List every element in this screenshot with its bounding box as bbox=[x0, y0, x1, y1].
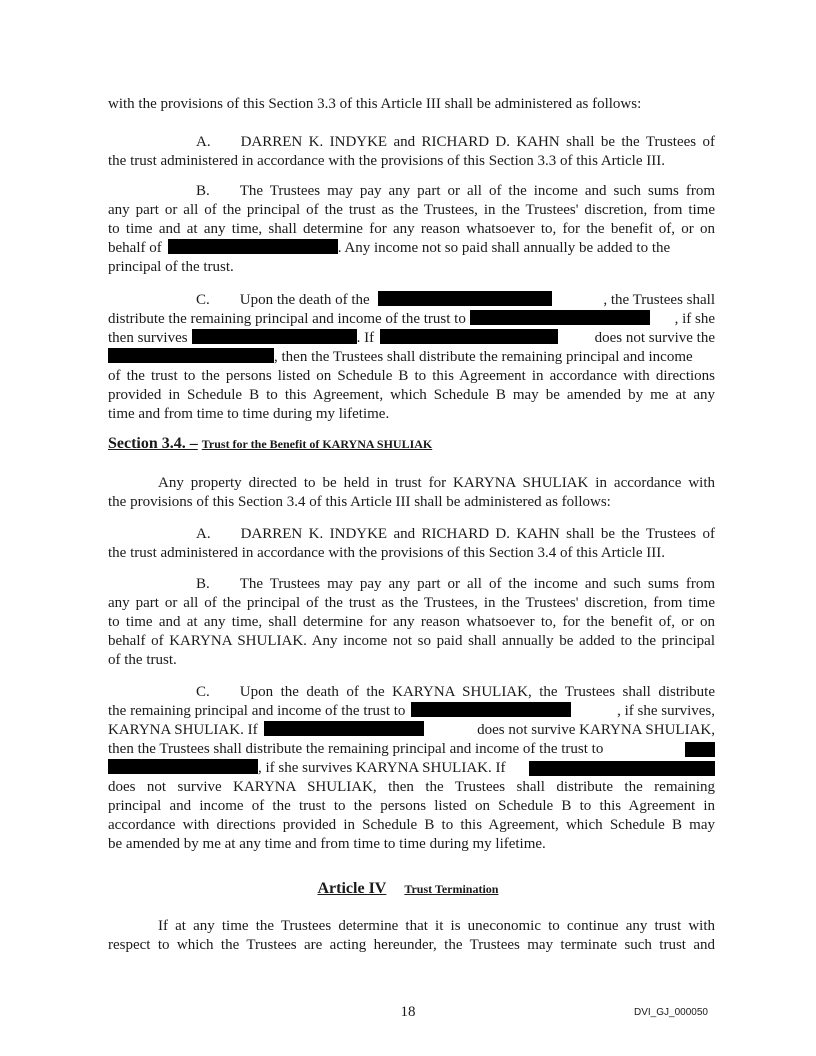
text-segment: C. Upon the death of the bbox=[196, 292, 370, 308]
text-line bbox=[108, 348, 715, 367]
text-segment: then survives bbox=[108, 330, 188, 346]
text-line: accordance with directions provided in Schedule B to this Agreement, which Schedule B may bbox=[108, 817, 715, 833]
text-line bbox=[108, 721, 715, 740]
bates-number: DVI_GJ_000050 bbox=[634, 1007, 708, 1018]
redaction-box bbox=[264, 721, 424, 736]
text-line bbox=[108, 329, 715, 348]
text-line: respect to which the Trustees are acting hereunder, the Trustees may terminate such trust and bbox=[108, 937, 715, 953]
text-line: any part or all of the principal of the trust as the Trustees, in the Trustees' discretion, from time bbox=[108, 202, 715, 218]
text-line: A. DARREN K. INDYKE and RICHARD D. KAHN shall be the Trustees of bbox=[196, 134, 715, 150]
text-line: time and from time to time during my lifetime. bbox=[108, 406, 390, 422]
text-line: B. The Trustees may pay any part or all of the income and such sums from bbox=[196, 183, 715, 199]
redaction-box bbox=[378, 291, 552, 306]
redaction-box bbox=[192, 329, 357, 344]
text-line: If at any time the Trustees determine that it is uneconomic to continue any trust with bbox=[158, 918, 715, 934]
text-line: of the trust. bbox=[108, 652, 177, 668]
text-segment: . If bbox=[356, 330, 375, 346]
redaction-box bbox=[470, 310, 650, 325]
redaction-box bbox=[685, 742, 715, 757]
text-segment: KARYNA SHULIAK. If bbox=[108, 722, 258, 738]
text-line: be amended by me at any time and from time to time during my lifetime. bbox=[108, 836, 546, 852]
text-line: provided in Schedule B to this Agreement, which Schedule B may be amended by me at any bbox=[108, 387, 715, 403]
article-title: Trust Termination bbox=[404, 882, 499, 896]
text-line: behalf of KARYNA SHULIAK. Any income not so paid shall annually be added to the principal bbox=[108, 633, 715, 649]
paragraph-intro bbox=[108, 95, 715, 114]
text-line: the provisions of this Section 3.4 of this Article III shall be administered as follows: bbox=[108, 494, 611, 510]
section-number: Section 3.4. – bbox=[108, 435, 198, 452]
text-segment: , then the Trustees shall distribute the remaining principal and income bbox=[274, 349, 693, 365]
redaction-box bbox=[108, 759, 258, 774]
text-line bbox=[108, 759, 715, 778]
text-line: C. Upon the death of the KARYNA SHULIAK, the Trustees shall distribute bbox=[196, 684, 715, 700]
text-line: to time and at any time, shall determine for any reason whatsoever to, for the benefit of, or on bbox=[108, 614, 715, 630]
paragraph-3-4-intro bbox=[108, 474, 715, 512]
text-line bbox=[108, 291, 715, 310]
text-segment: , if she survives KARYNA SHULIAK. If bbox=[258, 760, 506, 776]
redaction-box bbox=[411, 702, 571, 717]
text-segment: does not survive KARYNA SHULIAK, bbox=[477, 722, 715, 738]
text-line bbox=[108, 702, 715, 721]
text-line: does not survive KARYNA SHULIAK, then the Trustees shall distribute the remaining bbox=[108, 779, 715, 795]
redaction-box bbox=[529, 761, 715, 776]
text-segment: does not survive the bbox=[594, 330, 715, 346]
text-line: Any property directed to be held in trust for KARYNA SHULIAK in accordance with bbox=[158, 475, 715, 491]
text-segment: distribute the remaining principal and income of the trust to bbox=[108, 311, 466, 327]
text-line bbox=[108, 239, 715, 258]
text-line bbox=[108, 740, 715, 759]
text-line: of the trust to the persons listed on Schedule B to this Agreement in accordance with directions bbox=[108, 368, 715, 384]
text-segment: . Any income not so paid shall annually be added to the bbox=[337, 240, 671, 256]
text-line: the trust administered in accordance with the provisions of this Section 3.4 of this Article III. bbox=[108, 545, 665, 561]
redaction-box bbox=[380, 329, 558, 344]
text-line: any part or all of the principal of the trust as the Trustees, in the Trustees' discretion, from time bbox=[108, 595, 715, 611]
redaction-box bbox=[168, 239, 338, 254]
article-heading bbox=[0, 880, 816, 898]
text-line: B. The Trustees may pay any part or all of the income and such sums from bbox=[196, 576, 715, 592]
text-segment: behalf of bbox=[108, 240, 162, 256]
text-line: principal of the trust. bbox=[108, 259, 234, 275]
paragraph-3-4-c bbox=[108, 683, 715, 854]
paragraph-3-4-a bbox=[108, 525, 715, 563]
text-line: to time and at any time, shall determine for any reason whatsoever to, for the benefit of, or on bbox=[108, 221, 715, 237]
text-line: with the provisions of this Section 3.3 of this Article III shall be administered as follows: bbox=[108, 96, 642, 112]
redaction-box bbox=[108, 348, 274, 363]
section-heading bbox=[108, 435, 432, 453]
text-line: the trust administered in accordance with the provisions of this Section 3.3 of this Article III. bbox=[108, 153, 665, 169]
text-segment: , if she survives, bbox=[617, 703, 715, 719]
text-line: A. DARREN K. INDYKE and RICHARD D. KAHN shall be the Trustees of bbox=[196, 526, 715, 542]
text-segment: the remaining principal and income of the trust to bbox=[108, 703, 406, 719]
paragraph-3-3-b bbox=[108, 182, 715, 277]
page-number: 18 bbox=[400, 1004, 416, 1020]
paragraph-3-3-c bbox=[108, 291, 715, 424]
text-segment: , the Trustees shall bbox=[603, 292, 715, 308]
section-title: Trust for the Benefit of KARYNA SHULIAK bbox=[201, 437, 433, 451]
paragraph-3-3-a bbox=[108, 133, 715, 171]
text-line: principal and income of the trust to the persons listed on Schedule B to this Agreement in bbox=[108, 798, 715, 814]
article-number: Article IV bbox=[317, 880, 387, 897]
paragraph-3-4-b bbox=[108, 575, 715, 670]
paragraph-article-iv bbox=[108, 917, 715, 955]
text-line bbox=[108, 310, 715, 329]
text-segment: , if she bbox=[674, 311, 715, 327]
text-segment: then the Trustees shall distribute the remaining principal and income of the trust to bbox=[108, 741, 604, 757]
